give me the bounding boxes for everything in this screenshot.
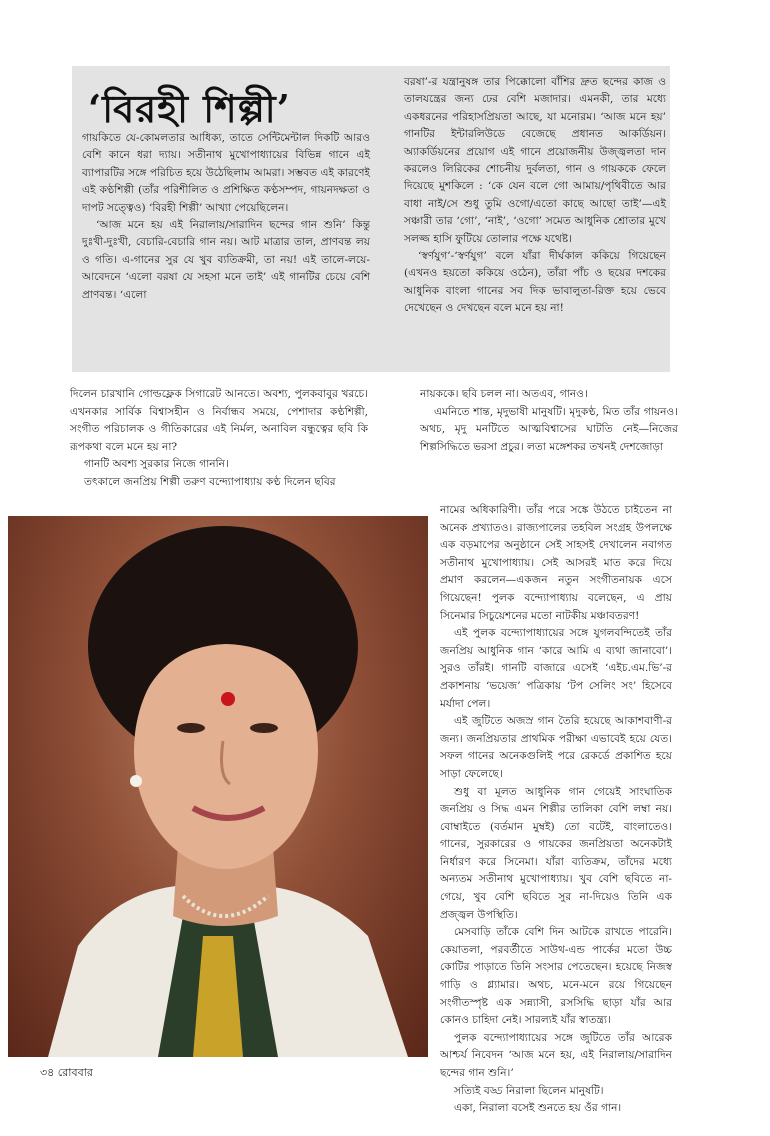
portrait-illustration (8, 516, 428, 1057)
sidebar-paragraph: গায়কিতে যে-কোমলতার আধিক্য, তাতে সেন্টিমেন্টাল দিকটি আরও বেশি কানে ধরা দ্যায়। সতীনাথ মুখোপাধ্যায়ের বিভিন্ন গানে এই ব্যাপারটির সঙ্গে পরিচিত হয়ে উঠেছিলাম আমরা। সম্ভবত এই কারণেই এই কণ্ঠশিল্পী (তাঁর পরিশীলিত ও প্রশিক্ষিত কণ্ঠসম্পদ, গায়নদক্ষতা ও দাপট সত্ত্বেও) ‘বিরহী শিল্পী’ আখ্যা পেয়েছিলেন। (82, 132, 370, 214)
sidebar-paragraph: ‘আজ মনে হয় এই নিরালায়/সারাদিন ছন্দের গান শুনি’ কিন্তু দুঃখী-দুঃখী, বেচারি-বেচারি গান নয়। আট মাত্রার তাল, প্রাণবন্ত লয় ও গতি। এ-গানের সুর যে খুব ব্যতিক্রমী, তা নয়! এই তালে-লয়ে-আবেদনে ‘এলো বরষা যে সহসা মনে তাই’ এই গানটির চেয়ে বেশি প্রাণবন্ত। ‘এলো (82, 219, 370, 301)
body-left-column (70, 386, 368, 492)
body-paragraph: এই জুটিতে অজস্র গান তৈরি হয়েছে আকাশবাণী-র জন্য। জনপ্রিয়তার প্রাথমিক পরীক্ষা এভাবেই হয়ে যেত। সফল গানের অনেকগুলিই পরে রেকর্ডে প্রকাশিত হয়ে সাড়া ফেলেছে। (440, 715, 672, 780)
body-paragraph: শুধু বা মূলত আধুনিক গান গেয়েই সাংঘাতিক জনপ্রিয় ও সিদ্ধ এমন শিল্পীর তালিকা বেশি লম্বা নয়। বোম্বাইতে (বর্তমান মুম্বই) তো বটেই, বাংলাতেও। গানের, সুরকারের ও গায়কের জনপ্রিয়তা অনেকটাই নির্ধারণ করে সিনেমা। যাঁরা ব্যতিক্রম, তাঁদের মধ্যে অন্যতম সতীনাথ মুখোপাধ্যায়। খুব বেশি ছবিতে না-গেয়ে, খুব বেশি ছবিতে সুর না-দিয়েও তিনি এক প্রজ্জ্বল উপস্থিতি। (440, 785, 672, 921)
body-paragraph: পুলক বন্দ্যোপাধ্যায়ের সঙ্গে জুটিতে তাঁর আরেক আশ্চর্য নিবেদন ‘আজ মনে হয়, এই নিরালায়/সারাদিন ছন্দের গান শুনি।’ (440, 1031, 672, 1079)
body-right-column-top (420, 386, 678, 456)
body-right-column (440, 502, 672, 1118)
right-eye (250, 723, 278, 733)
sidebar-headline: ‘বিরহী শিল্পী’ (88, 86, 291, 131)
body-paragraph: তৎকালে জনপ্রিয় শিল্পী তরুণ বন্দ্যোপাধ্যায় কণ্ঠ দিলেন ছবির (84, 475, 336, 488)
left-eye (177, 723, 205, 733)
sidebar-left-column (82, 130, 370, 304)
sidebar-right-column (404, 74, 666, 318)
body-paragraph: একা, নিরালা বসেই শুনতে হয় ওঁর গান। (454, 1102, 622, 1115)
body-paragraph: সত্যিই বড্ড নিরালা ছিলেন মানুষটি। (454, 1084, 604, 1097)
bindi-mark (221, 692, 235, 706)
body-paragraph: মেসবাড়ি তাঁকে বেশি দিন আটকে রাখতে পারেনি। কেয়াতলা, পরবর্তীতে সাউথ-এন্ড পার্কের মতো উচ্চ কোটির পাড়াতে তিনি সংসার পেতেছেন। হয়েছে নিজস্ব গাড়ি ও গ্ল্যামার। অথচ, মনে-মনে রয়ে গিয়েছেন সংগীতস্পৃষ্ট এক সন্ন্যাসী, রসসিদ্ধি ছাড়া যাঁর আর কোনও চাহিদা নেই। সারল্যই যাঁর স্বাতন্ত্র্য। (440, 926, 672, 1027)
page-folio: ৩৪ রোববার (40, 1066, 93, 1079)
body-paragraph: দিলেন চারখানি গোল্ডফ্লেক সিগারেট আনতে। অবশ্য, পুলকবাবুর খরচে। এখনকার সার্বিক বিশ্বাসহীন ও নির্বান্ধব সময়ে, পেশাদার কণ্ঠশিল্পী, সংগীত পরিচালক ও গীতিকারের এই নির্মল, অনাবিল বন্ধুত্বের ছবি কি রূপকথা বলে মনে হয় না? (70, 388, 368, 453)
portrait-photo (8, 516, 428, 1057)
body-paragraph: এই পুলক বন্দ্যোপাধ্যায়ের সঙ্গে যুগলবন্দিতেই তাঁর জনপ্রিয় আধুনিক গান ‘কারে আমি এ ব্যথা জানাবো’। সুরও তাঁরই। গানটি বাজারে এসেই ‘এইচ.এম.ভি’-র প্রকাশনায় ‘ভয়েজ’ পত্রিকায় ‘টপ সেলিং সং’ হিসেবে মর্যাদা পেল। (440, 627, 672, 710)
body-paragraph: গানটি অবশ্য সুরকার নিজে গাননি। (84, 458, 229, 471)
body-paragraph: নায়ককে। ছবি চলল না। অতএব, গানও। (420, 388, 588, 400)
earring (130, 775, 142, 787)
body-paragraph: এমনিতে শান্ত, মৃদুভাষী মানুষটি। মৃদুকণ্ঠ, মিত তাঁর গায়নও। অথচ, মৃদু মনটিতে আত্মবিশ্বাসের ঘাটতি নেই—নিজের শিল্পসিদ্ধিতে ভরসা প্রচুর। লতা মঙ্গেশকর তখনই দেশজোড়া (420, 405, 678, 453)
body-paragraph: নামের অধিকারিণী। তাঁর পরে সঙ্কে উঠতে চাইতেন না অনেক প্রখ্যাতও। রাজ্যপালের তহবিল সংগ্রহ উপলক্ষে এক বড়মাপের অনুষ্ঠানে সেই সাহসই দেখালেন নবাগত সতীনাথ মুখোপাধ্যায়। সেই আসরই মাত করে দিয়ে প্রমাণ করলেন—একজন নতুন সংগীতনায়ক এসে গিয়েছেন! পুলক বন্দ্যোপাধ্যায় বলেছেন, এ প্রায় সিনেমার সিচুয়েশনের মতো নাটকীয় মঞ্চাবতরণ! (440, 504, 672, 622)
sidebar-paragraph: ‘স্বর্ণযুগ’-‘স্বর্ণযুগ’ বলে যাঁরা দীর্ঘকাল ককিয়ে গিয়েছেন (এখনও হয়তো ককিয়ে ওঠেন), তাঁরা পাঁচ ও ছয়ের দশকের আধুনিক বাংলা গানের সব দিক ভাবালুতা-রিক্ত হয়ে ভেবে দেখেছেন ও দেখছেন বলে মনে হয় না! (404, 250, 666, 315)
sidebar-paragraph: বরষা’-র যন্ত্রানুষঙ্গ তার পিক্কোলো বাঁশির দ্রুত ছন্দের কাজ ও তালযন্ত্রের জন্য ঢের বেশি মজাদার। এমনকী, তার মধ্যে একধরনের পরিহাসপ্রিয়তা আছে, যা মনোরম। ‘আজ মনে হয়’ গানটির ইন্টারলিউডে বেজেছে প্রধানত আকর্ডিয়ন। অ্যাকর্ডিয়নের প্রয়োগ এই গানে প্রয়োজনীয় উজ্জ্বলতা দান করলেও লিরিকের শোচনীয় দুর্বলতা, গান ও গায়ককে ফেলে দিয়েছে মুশকিলে : ‘কে যেন বলে গো আমায়/পৃথিবীতে আর বাধা নাই/সে শুধু তুমি ওগো/এতো কাছে আছো তাই’—এই সঞ্চারী তার ‘গো’, ‘নাই’, ‘ওগো’ সমেত আধুনিক শ্রোতার মুখে সলজ্জ হাসি ফুটিয়ে তোলার পক্ষে যথেষ্ট। (404, 76, 666, 245)
